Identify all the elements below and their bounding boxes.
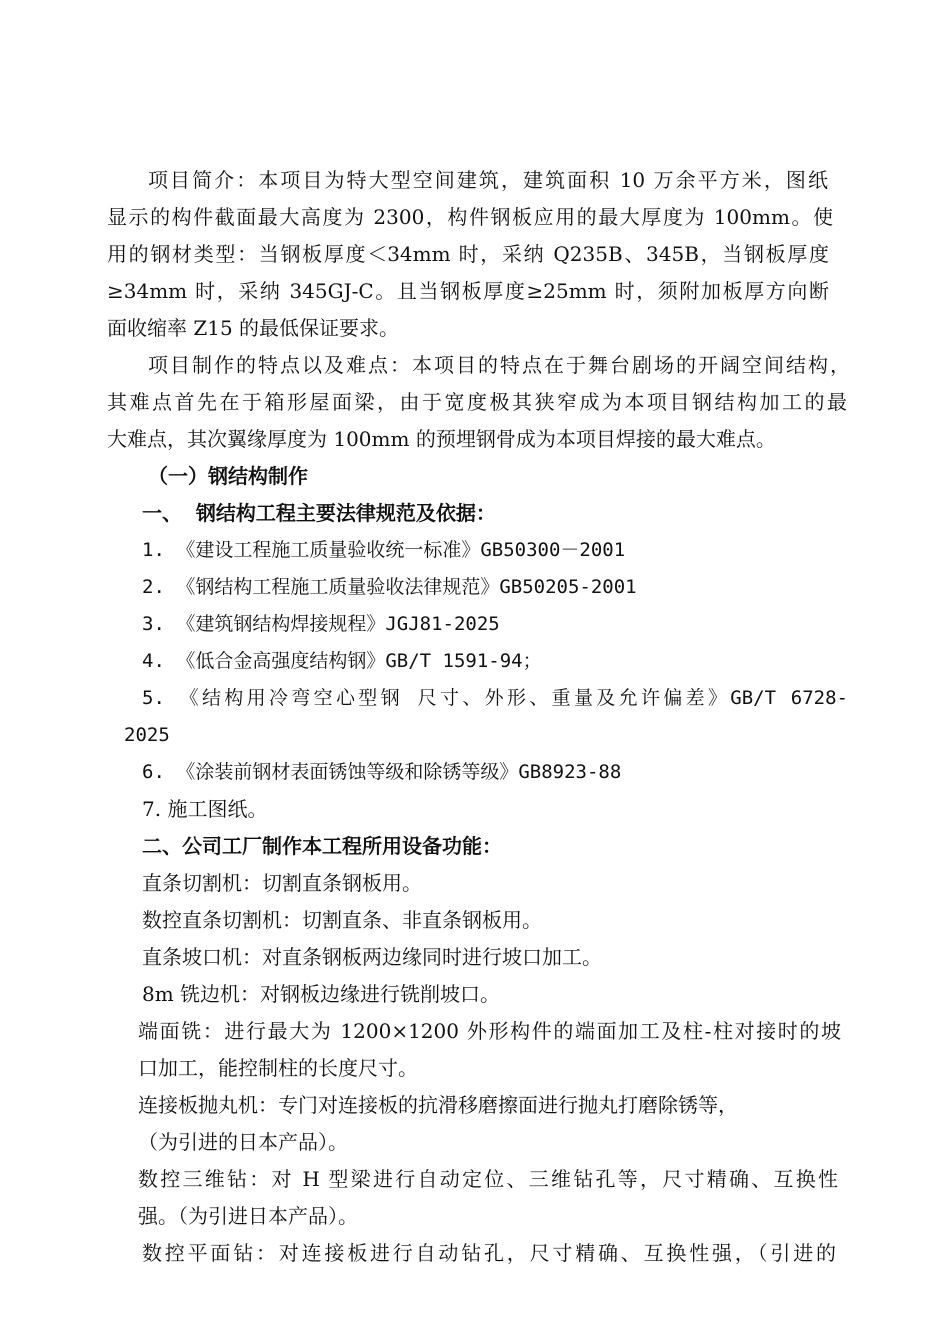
regulation-item-5-cont: 2025 (124, 724, 170, 746)
regulation-item-7: 7. 施工图纸。 (142, 797, 268, 821)
equipment-line-11: 数控平面钻：对连接板进行自动钻孔，尺寸精确、互换性强，（引进的 (142, 1241, 836, 1265)
intro-p1-line-1: 项目简介：本项目为特大型空间建筑，建筑面积 10 万余平方米，图纸 (148, 168, 828, 192)
intro-p1-line-5: 面收缩率 Z15 的最低保证要求。 (107, 316, 400, 340)
equipment-line-2: 数控直条切割机：切割直条、非直条钢板用。 (142, 908, 542, 932)
equipment-line-7: 连接板抛丸机：专门对连接板的抗滑移磨擦面进行抛丸打磨除锈等， (138, 1093, 738, 1117)
regulation-item-5: 5. 《结构用冷弯空心型钢 尺寸、外形、重量及允许偏差》GB/T 6728- (142, 687, 848, 709)
intro-p2-line-1: 项目制作的特点以及难点：本项目的特点在于舞台剧场的开阔空间结构， (148, 353, 850, 377)
intro-p1-line-4: ≥34mm 时，采纳 345GJ-C。且当钢板厚度≥25mm 时，须附加板厚方向断 (107, 279, 829, 303)
equipment-line-3: 直条坡口机：对直条钢板两边缘同时进行坡口加工。 (142, 945, 602, 969)
section2-heading: 二、公司工厂制作本工程所用设备功能： (142, 834, 502, 858)
section1-heading: （一）钢结构制作 (148, 464, 308, 488)
regulation-item-4: 4. 《低合金高强度结构钢》GB/T 1591-94； (142, 650, 542, 672)
section1-subheading: 一、 钢结构工程主要法律规范及依据： (142, 501, 496, 525)
regulation-item-1: 1. 《建设工程施工质量验收统一标准》GB50300－2001 (142, 539, 626, 561)
equipment-line-6: 口加工，能控制柱的长度尺寸。 (138, 1056, 418, 1080)
equipment-line-9: 数控三维钻：对 H 型梁进行自动定位、三维钻孔等，尺寸精确、互换性 (138, 1167, 838, 1191)
equipment-line-10: 强。（为引进日本产品）。 (138, 1204, 358, 1228)
regulation-item-6: 6. 《涂装前钢材表面锈蚀等级和除锈等级》GB8923-88 (142, 761, 622, 783)
equipment-line-4: 8m 铣边机：对钢板边缘进行铣削坡口。 (142, 982, 501, 1006)
intro-p2-line-2: 其难点首先在于箱形屋面梁，由于宽度极其狭窄成为本项目钢结构加工的最 (107, 390, 847, 414)
regulation-item-2: 2. 《钢结构工程施工质量验收法律规范》GB50205-2001 (142, 576, 637, 598)
regulation-item-3: 3. 《建筑钢结构焊接规程》JGJ81-2025 (142, 613, 500, 635)
equipment-line-5: 端面铣：进行最大为 1200×1200 外形构件的端面加工及柱-柱对接时的坡 (138, 1019, 841, 1043)
intro-p1-line-2: 显示的构件截面最大高度为 2300，构件钢板应用的最大厚度为 100mm。使 (107, 205, 833, 229)
equipment-line-1: 直条切割机：切割直条钢板用。 (142, 871, 422, 895)
intro-p2-line-3: 大难点，其次翼缘厚度为 100mm 的预埋钢骨成为本项目焊接的最大难点。 (107, 427, 776, 451)
equipment-line-8: （为引进的日本产品）。 (138, 1130, 348, 1154)
intro-p1-line-3: 用的钢材类型：当钢板厚度＜34mm 时，采纳 Q235B、345B，当钢板厚度 (107, 242, 829, 266)
